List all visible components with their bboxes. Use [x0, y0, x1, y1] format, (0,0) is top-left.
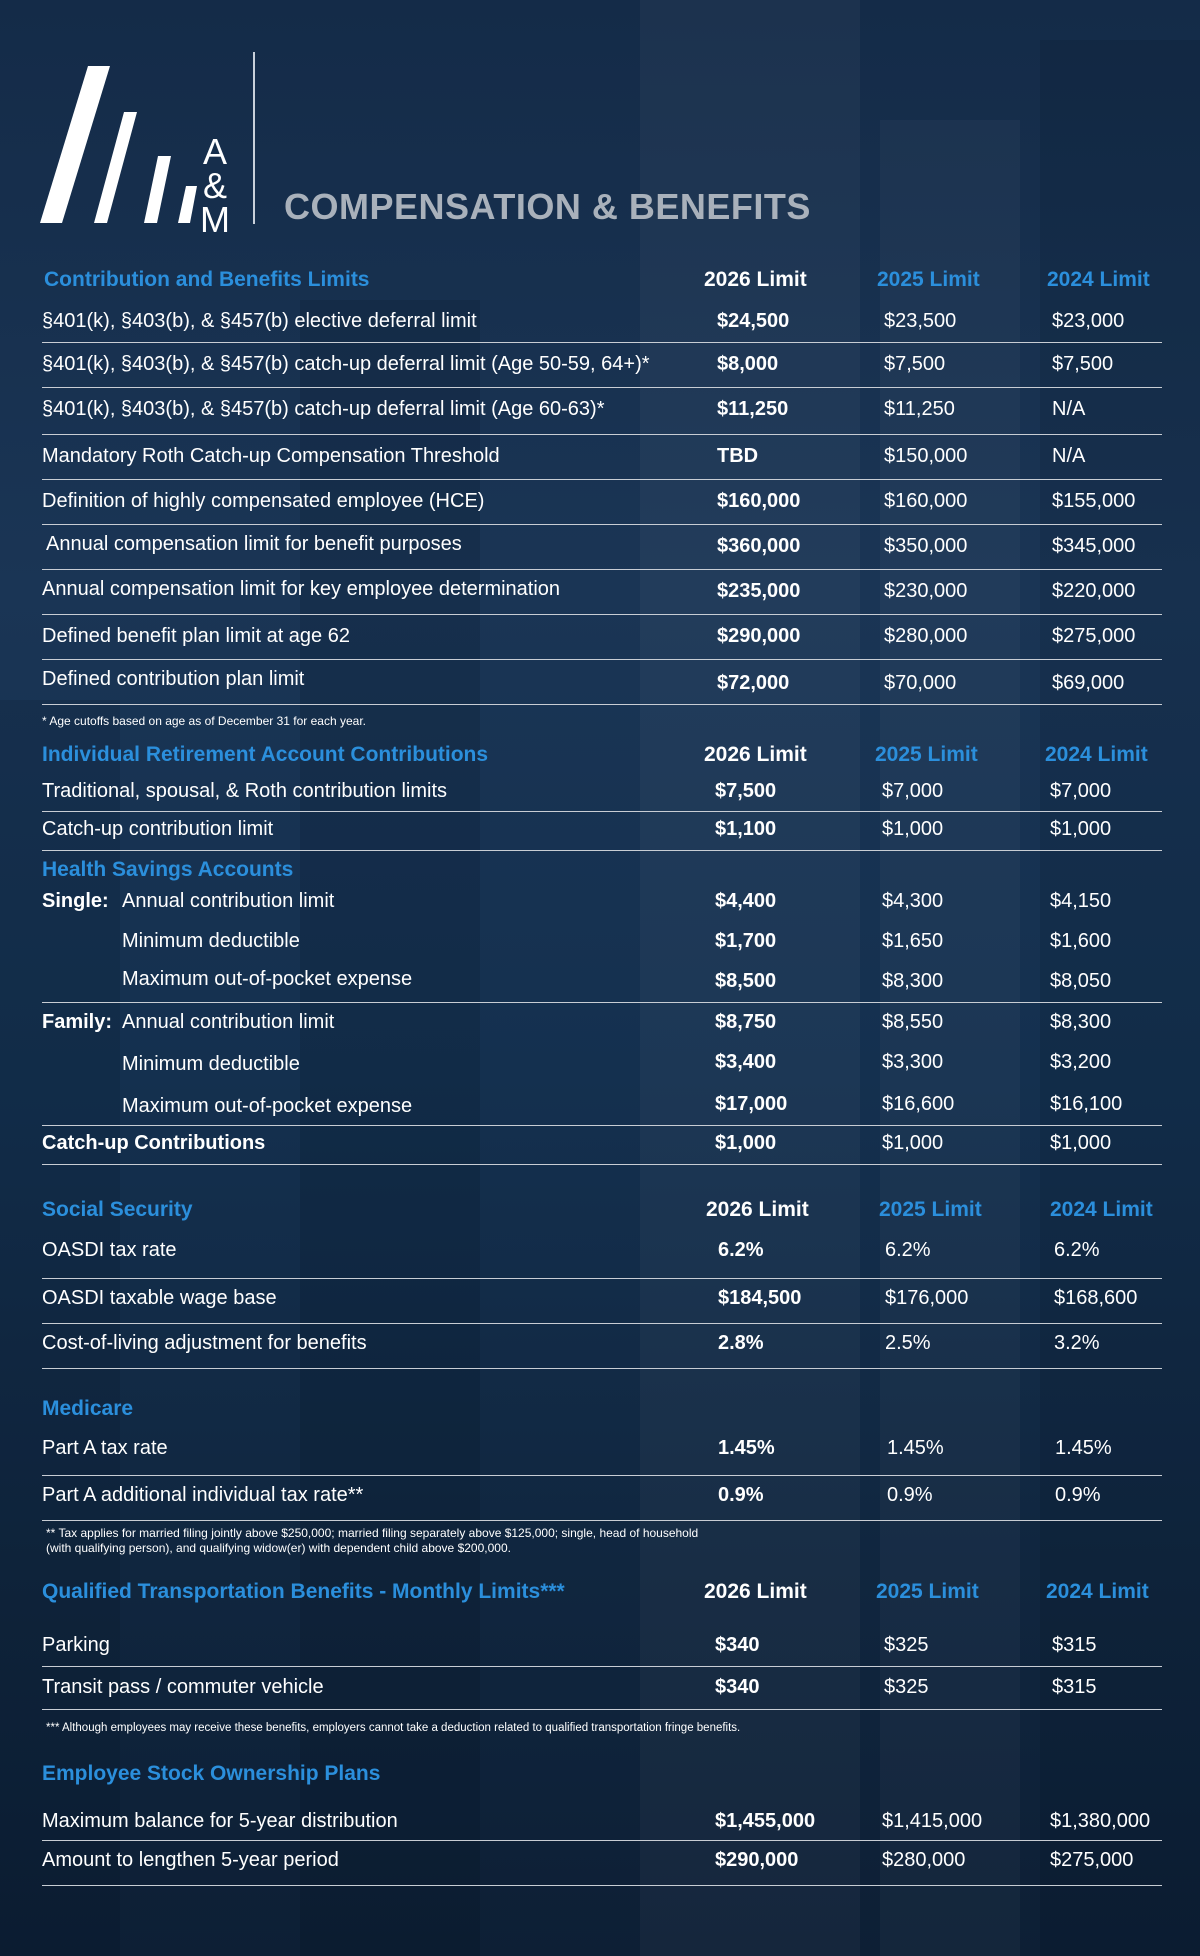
- table-row: [42, 615, 1162, 660]
- value-2024: $8,300: [1050, 1011, 1112, 1033]
- value-2024: 1.45%: [1055, 1437, 1112, 1459]
- value-2024: $275,000: [1050, 1849, 1134, 1871]
- value-2026: $184,500: [718, 1287, 802, 1309]
- value-2026: $340: [715, 1676, 760, 1698]
- section-header: [42, 1397, 1162, 1431]
- value-2025: $160,000: [884, 490, 968, 512]
- value-2024: $1,000: [1050, 1132, 1112, 1154]
- value-2026: 1.45%: [718, 1437, 775, 1459]
- col-header-2025: 2025 Limit: [879, 1198, 982, 1221]
- table-row: [42, 888, 1162, 926]
- value-2026: $8,500: [715, 970, 777, 992]
- table-row: [42, 1087, 1162, 1126]
- row-label: Mandatory Roth Catch-up Compensation Threshold: [42, 445, 500, 467]
- value-2026: $24,500: [717, 310, 790, 332]
- row-label: OASDI tax rate: [42, 1239, 177, 1261]
- value-2026: $17,000: [715, 1093, 788, 1115]
- row-label: §401(k), §403(b), & §457(b) catch-up deferral limit (Age 60-63)*: [42, 398, 605, 420]
- value-2025: $8,550: [882, 1011, 944, 1033]
- value-2025: $70,000: [884, 672, 957, 694]
- table-row: [42, 812, 1162, 851]
- row-label: Catch-up contribution limit: [42, 818, 274, 840]
- value-2025: $11,250: [884, 398, 955, 420]
- value-2026: $1,700: [715, 930, 777, 952]
- table-row: [42, 570, 1162, 615]
- value-2026: TBD: [717, 445, 759, 467]
- table-row: [42, 1841, 1162, 1886]
- table-row: [42, 926, 1162, 966]
- table-row: [42, 343, 1162, 388]
- row-label: Annual contribution limit: [122, 890, 335, 912]
- col-header-2024: 2024 Limit: [1046, 1580, 1149, 1603]
- esop-section: [42, 1762, 1162, 1886]
- transportation-note: *** Although employees may receive these benefits, employers cannot take a deduction related to qualified transportation fringe benefits.: [46, 1722, 741, 1734]
- table-row: [42, 1045, 1162, 1087]
- col-header-2026: 2026 Limit: [706, 1198, 809, 1221]
- value-2024: $69,000: [1052, 672, 1125, 694]
- row-label: Part A tax rate: [42, 1437, 168, 1459]
- table-row: [42, 1126, 1162, 1165]
- row-label: Annual compensation limit for key employee determination: [42, 578, 561, 600]
- value-2025: $350,000: [884, 535, 968, 557]
- medicare-note-line-2: (with qualifying person), and qualifying widow(er) with dependent child above $200,000.: [46, 1541, 511, 1555]
- value-2026: $290,000: [715, 1849, 799, 1871]
- value-2025: $7,500: [884, 353, 946, 375]
- value-2026: $3,400: [715, 1051, 777, 1073]
- section-title: Contribution and Benefits Limits: [44, 268, 370, 291]
- section-header: [42, 268, 1162, 306]
- table-row: [42, 660, 1162, 705]
- value-2026: $8,750: [715, 1011, 777, 1033]
- table-row: [42, 1324, 1162, 1369]
- row-label: Minimum deductible: [122, 930, 300, 952]
- value-2025: $1,415,000: [882, 1810, 983, 1832]
- row-label: Annual contribution limit: [122, 1011, 335, 1033]
- group-label-family: Family:: [42, 1011, 113, 1033]
- row-label: Maximum out-of-pocket expense: [122, 1095, 413, 1117]
- value-2026: $1,100: [715, 818, 777, 840]
- value-2024: $1,000: [1050, 818, 1112, 840]
- value-2025: $325: [884, 1676, 929, 1698]
- value-2024: $23,000: [1052, 310, 1125, 332]
- value-2026: $72,000: [717, 672, 790, 694]
- value-2025: $1,650: [882, 930, 944, 952]
- value-2025: 2.5%: [885, 1332, 931, 1354]
- transportation-section: [42, 1580, 1162, 1710]
- col-header-2026: 2026 Limit: [704, 1580, 807, 1603]
- logo-divider: [253, 52, 255, 224]
- col-header-2025: 2025 Limit: [877, 268, 980, 291]
- section-header: [42, 743, 1162, 777]
- table-row: [42, 1667, 1162, 1710]
- value-2024: N/A: [1052, 398, 1086, 420]
- table-row: [42, 306, 1162, 343]
- value-2026: 6.2%: [718, 1239, 764, 1261]
- section-header: [42, 1762, 1162, 1804]
- medicare-note-line-1: ** Tax applies for married filing jointly above $250,000; married filing separately above $125,000; single, head of household: [46, 1526, 699, 1540]
- table-row: [42, 1431, 1162, 1476]
- row-label: Catch-up Contributions: [42, 1132, 266, 1154]
- hsa-section: [42, 858, 1162, 1165]
- medicare-section: [42, 1397, 1162, 1521]
- value-2026: $340: [715, 1634, 760, 1656]
- value-2025: $8,300: [882, 970, 944, 992]
- row-label: Cost-of-living adjustment for benefits: [42, 1332, 367, 1354]
- row-label: Defined benefit plan limit at age 62: [42, 625, 350, 647]
- logo-letter-a: A: [202, 131, 227, 172]
- group-label-single: Single:: [42, 890, 109, 912]
- value-2024: $220,000: [1052, 580, 1136, 602]
- section-header: [42, 1580, 1162, 1630]
- value-2024: $155,000: [1052, 490, 1136, 512]
- value-2026: $7,500: [715, 780, 777, 802]
- section-title: Employee Stock Ownership Plans: [42, 1762, 381, 1785]
- row-label: Amount to lengthen 5-year period: [42, 1849, 339, 1871]
- value-2024: N/A: [1052, 445, 1086, 467]
- value-2026: $235,000: [717, 580, 801, 602]
- row-label: Maximum balance for 5-year distribution: [42, 1810, 398, 1832]
- row-label: §401(k), §403(b), & §457(b) elective deferral limit: [42, 310, 477, 332]
- value-2026: $360,000: [717, 535, 801, 557]
- table-row: [42, 777, 1162, 812]
- col-header-2025: 2025 Limit: [875, 743, 978, 766]
- value-2026: $8,000: [717, 353, 779, 375]
- logo-letter-amp: &: [202, 165, 227, 206]
- table-row: [42, 1234, 1162, 1279]
- value-2026: 0.9%: [718, 1484, 764, 1506]
- col-header-2024: 2024 Limit: [1045, 743, 1148, 766]
- row-label: Transit pass / commuter vehicle: [42, 1676, 324, 1698]
- value-2025: $280,000: [884, 625, 968, 647]
- value-2025: $23,500: [884, 310, 957, 332]
- age-cutoff-note: * Age cutoffs based on age as of December 31 for each year.: [42, 714, 366, 728]
- value-2026: $1,455,000: [715, 1810, 816, 1832]
- value-2024: $7,000: [1050, 780, 1112, 802]
- value-2025: $150,000: [884, 445, 968, 467]
- value-2024: $168,600: [1054, 1287, 1138, 1309]
- table-row: [42, 1279, 1162, 1324]
- row-label: Defined contribution plan limit: [42, 668, 305, 690]
- value-2026: $11,250: [717, 398, 789, 420]
- value-2024: $4,150: [1050, 890, 1112, 912]
- value-2025: $3,300: [882, 1051, 944, 1073]
- value-2024: $16,100: [1050, 1093, 1123, 1115]
- value-2025: $1,000: [882, 818, 944, 840]
- section-title: Health Savings Accounts: [42, 858, 294, 881]
- row-label: §401(k), §403(b), & §457(b) catch-up deferral limit (Age 50-59, 64+)*: [42, 353, 650, 375]
- table-row: [42, 1003, 1162, 1045]
- value-2025: $7,000: [882, 780, 944, 802]
- section-title: Individual Retirement Account Contributions: [42, 743, 489, 766]
- value-2026: $4,400: [715, 890, 777, 912]
- table-row: [42, 1476, 1162, 1521]
- value-2025: 6.2%: [885, 1239, 931, 1261]
- value-2026: $290,000: [717, 625, 801, 647]
- col-header-2026: 2026 Limit: [704, 268, 807, 291]
- ira-section: [42, 743, 1162, 851]
- value-2024: 0.9%: [1055, 1484, 1101, 1506]
- table-row: [42, 525, 1162, 570]
- value-2026: $160,000: [717, 490, 801, 512]
- col-header-2025: 2025 Limit: [876, 1580, 979, 1603]
- col-header-2026: 2026 Limit: [704, 743, 807, 766]
- row-label: Definition of highly compensated employee (HCE): [42, 490, 485, 512]
- table-row: [42, 435, 1162, 480]
- logo-letter-m: M: [200, 199, 230, 240]
- section-header: [42, 1198, 1162, 1234]
- col-header-2024: 2024 Limit: [1047, 268, 1150, 291]
- table-row: [42, 480, 1162, 525]
- section-header: [42, 858, 1162, 888]
- row-label: Traditional, spousal, & Roth contribution limits: [42, 780, 447, 802]
- row-label: Parking: [42, 1634, 110, 1656]
- value-2026: $1,000: [715, 1132, 777, 1154]
- section-title: Medicare: [42, 1397, 134, 1420]
- value-2024: $275,000: [1052, 625, 1136, 647]
- col-header-2024: 2024 Limit: [1050, 1198, 1153, 1221]
- header: [0, 0, 1200, 260]
- table-row: [42, 1804, 1162, 1841]
- table-row: [42, 388, 1162, 435]
- row-label: Minimum deductible: [122, 1053, 300, 1075]
- value-2025: $230,000: [884, 580, 968, 602]
- section-title: Social Security: [42, 1198, 193, 1221]
- value-2024: $7,500: [1052, 353, 1114, 375]
- value-2025: $280,000: [882, 1849, 966, 1871]
- value-2024: $315: [1052, 1676, 1097, 1698]
- value-2024: $1,600: [1050, 930, 1112, 952]
- section-title: Qualified Transportation Benefits - Monthly Limits***: [42, 1580, 565, 1603]
- value-2024: $3,200: [1050, 1051, 1112, 1073]
- value-2024: 6.2%: [1054, 1239, 1100, 1261]
- row-label: Part A additional individual tax rate**: [42, 1484, 364, 1506]
- page-title: COMPENSATION & BENEFITS: [284, 186, 811, 227]
- value-2025: $16,600: [882, 1093, 955, 1115]
- value-2024: $345,000: [1052, 535, 1136, 557]
- value-2025: 1.45%: [887, 1437, 944, 1459]
- table-row: [42, 1630, 1162, 1667]
- value-2024: $8,050: [1050, 970, 1112, 992]
- value-2025: 0.9%: [887, 1484, 933, 1506]
- value-2024: 3.2%: [1054, 1332, 1100, 1354]
- social-security-section: [42, 1198, 1162, 1369]
- contribution-section: [42, 268, 1162, 705]
- value-2024: $1,380,000: [1050, 1810, 1151, 1832]
- value-2025: $325: [884, 1634, 929, 1656]
- value-2025: $1,000: [882, 1132, 944, 1154]
- row-label: Annual compensation limit for benefit purposes: [46, 533, 462, 555]
- row-label: OASDI taxable wage base: [42, 1287, 277, 1309]
- value-2024: $315: [1052, 1634, 1097, 1656]
- value-2025: $4,300: [882, 890, 944, 912]
- table-row: [42, 966, 1162, 1003]
- value-2025: $176,000: [885, 1287, 969, 1309]
- value-2026: 2.8%: [718, 1332, 764, 1354]
- row-label: Maximum out-of-pocket expense: [122, 968, 413, 990]
- logo-letters: [190, 131, 240, 240]
- medicare-tax-note: [46, 1526, 698, 1556]
